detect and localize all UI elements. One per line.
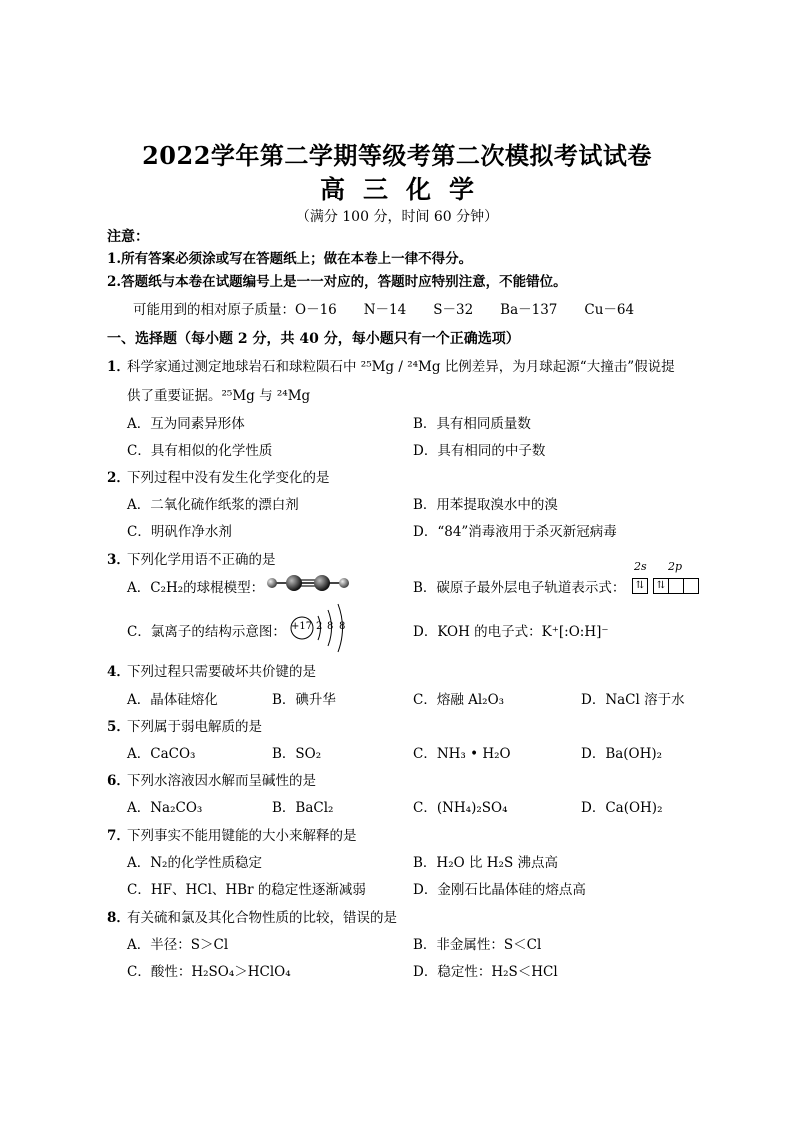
question-stem-cont: 供了重要证据。²⁵Mg 与 ²⁴Mg	[127, 388, 311, 404]
option-d[interactable]: D．Ba(OH)₂	[581, 746, 663, 762]
question-stem: 下列属于弱电解质的是	[127, 719, 262, 735]
option-c[interactable]: C．酸性：H₂SO₄＞HClO₄	[127, 964, 291, 980]
option-b[interactable]: B．SO₂	[272, 746, 322, 762]
option-b[interactable]: B．具有相同质量数	[413, 416, 531, 432]
ball-stick-model-icon	[264, 573, 354, 593]
question-stem: 下列过程只需要破坏共价键的是	[127, 664, 316, 680]
orbital-diagram	[632, 575, 698, 594]
question-stem: 下列化学用语不正确的是	[127, 552, 276, 568]
exam-title: 2022学年第二学期等级考第二次模拟考试试卷	[142, 141, 652, 170]
orbital-label-2p: 2p	[668, 560, 683, 573]
option-a[interactable]: A．二氧化硫作纸浆的漂白剂	[127, 497, 299, 513]
option-d[interactable]: D．稳定性：H₂S＜HCl	[413, 964, 558, 980]
option-d[interactable]: D．NaCl 溶于水	[581, 692, 685, 708]
question-stem: 有关硫和氯及其化合物性质的比较，错误的是	[127, 910, 397, 926]
notice-item-1: 1.所有答案必须涂或写在答题纸上；做在本卷上一律不得分。	[107, 251, 473, 267]
option-a[interactable]: A．互为同素异形体	[127, 416, 245, 432]
question-number: 8．	[107, 910, 130, 926]
question-number: 3．	[107, 552, 130, 568]
option-a[interactable]: A．晶体硅熔化	[127, 692, 218, 708]
option-d[interactable]: D．金刚石比晶体硅的熔点高	[413, 882, 586, 898]
option-a[interactable]: A．N₂的化学性质稳定	[127, 855, 262, 871]
question-number: 4．	[107, 664, 130, 680]
question-number: 2．	[107, 470, 130, 486]
option-c[interactable]: C．(NH₄)₂SO₄	[413, 800, 508, 816]
shell-electrons: 2	[316, 621, 323, 632]
orbital-box-icon: ⇅	[653, 578, 669, 594]
shell-electrons: 8	[339, 621, 346, 632]
option-c[interactable]: C．HF、HCl、HBr 的稳定性逐渐减弱	[127, 882, 366, 898]
option-d[interactable]: D．Ca(OH)₂	[581, 800, 663, 816]
shell-electrons: 8	[327, 621, 334, 632]
option-d[interactable]: D．KOH 的电子式：K⁺[:O:H]⁻	[413, 624, 609, 640]
time-info: （满分 100 分，时间 60 分钟）	[295, 209, 499, 225]
orbital-box-icon: ⇅	[632, 578, 648, 594]
question-number: 5．	[107, 719, 130, 735]
option-d[interactable]: D．“84”消毒液用于杀灭新冠病毒	[413, 524, 617, 540]
question-stem: 下列水溶液因水解而呈碱性的是	[127, 773, 316, 789]
option-a[interactable]: A．半径：S＞Cl	[127, 937, 229, 953]
option-c[interactable]: C．氯离子的结构示意图：	[127, 624, 286, 640]
option-b[interactable]: B．碳原子最外层电子轨道表示式：	[413, 580, 626, 596]
question-stem: 科学家通过测定地球岩石和球粒陨石中 ²⁵Mg / ²⁴Mg 比例差异，为月球起源“大撞击”假说提	[127, 359, 675, 375]
option-a[interactable]: A．C₂H₂的球棍模型：	[127, 580, 265, 596]
option-b[interactable]: B．H₂O 比 H₂S 沸点高	[413, 855, 558, 871]
question-number: 1．	[107, 359, 130, 375]
option-d[interactable]: D．具有相同的中子数	[413, 443, 546, 459]
notice-item-2: 2.答题纸与本卷在试题编号上是一一对应的，答题时应特别注意，不能错位。	[107, 274, 567, 290]
option-c[interactable]: C．熔融 Al₂O₃	[413, 692, 505, 708]
section-heading: 一、选择题（每小题 2 分，共 40 分，每小题只有一个正确选项）	[107, 331, 520, 347]
nucleus-charge: +17	[291, 621, 313, 632]
option-a[interactable]: A．Na₂CO₃	[127, 800, 203, 816]
notice-label: 注意：	[107, 229, 149, 245]
question-number: 6．	[107, 773, 130, 789]
option-c[interactable]: C．明矾作净水剂	[127, 524, 232, 540]
option-c[interactable]: C．NH₃ • H₂O	[413, 746, 511, 762]
orbital-label-2s: 2s	[634, 560, 647, 573]
option-c[interactable]: C．具有相似的化学性质	[127, 443, 273, 459]
subject-title: 高三化学	[319, 175, 492, 204]
question-stem: 下列过程中没有发生化学变化的是	[127, 470, 330, 486]
option-b[interactable]: B．碘升华	[272, 692, 336, 708]
orbital-box-icon	[668, 578, 684, 594]
option-b[interactable]: B．BaCl₂	[272, 800, 334, 816]
question-number: 7．	[107, 828, 130, 844]
question-stem: 下列事实不能用键能的大小来解释的是	[127, 828, 357, 844]
atomic-masses: 可能用到的相对原子质量：O－16 N－14 S－32 Ba－137 Cu－64	[133, 302, 635, 318]
option-b[interactable]: B．非金属性：S＜Cl	[413, 937, 542, 953]
option-b[interactable]: B．用苯提取溴水中的溴	[413, 497, 558, 513]
orbital-box-icon	[683, 578, 699, 594]
option-a[interactable]: A．CaCO₃	[127, 746, 196, 762]
